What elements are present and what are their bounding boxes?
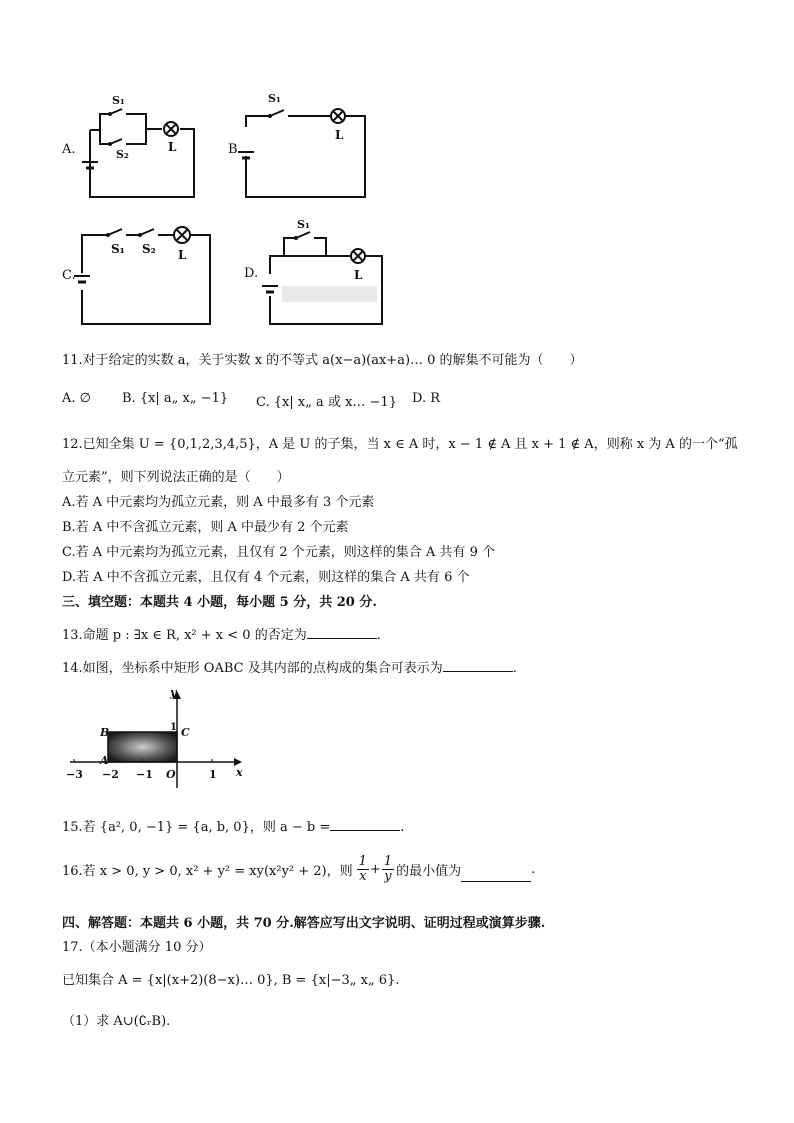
q11-option-d: D. R xyxy=(412,391,441,406)
circuit-d-s1-label: S₁ xyxy=(297,218,310,231)
y-tick-1: 1 xyxy=(170,722,177,733)
q15 xyxy=(62,816,404,835)
q16-frac1-denominator: x xyxy=(359,869,367,884)
q11-option-c: C. {x| x„ a 或 x… −1} xyxy=(256,395,397,410)
x-axis-label: x xyxy=(236,766,243,779)
circuit-c-s1-label: S₁ xyxy=(111,242,125,256)
axis-tick-neg3: −3 xyxy=(66,768,83,781)
q12-stem-line1: 12.已知全集 U = {0,1,2,3,4,5}，A 是 U 的子集，当 x ∈ A 时，x − 1 ∉ A 且 x + 1 ∉ A，则称 x 为 A 的一个“孤 xyxy=(62,437,738,452)
q17-part1: （1）求 A∪(∁ᵣB). xyxy=(62,1014,171,1029)
q12-stem-line2: 立元素”，则下列说法正确的是（ ） xyxy=(62,470,290,485)
q15-answer-blank[interactable] xyxy=(330,818,400,831)
point-a-label: A xyxy=(100,754,109,767)
point-c-label: C xyxy=(181,726,190,739)
section-4-heading: 四、解答题：本题共 6 小题，共 70 分.解答应写出文字说明、证明过程或演算步骤. xyxy=(62,916,546,931)
section-3-heading: 三、填空题：本题共 4 小题，每小题 5 分，共 20 分. xyxy=(62,595,377,610)
q11-option-b: B. {x| a„ x„ −1} xyxy=(122,391,229,406)
q13-text: 13.命题 p : ∃x ∈ R, x² + x < 0 的否定为 xyxy=(62,628,307,643)
circuit-c-lamp-label: L xyxy=(178,248,187,262)
q16-end: . xyxy=(531,862,536,877)
q14-end: . xyxy=(512,661,517,676)
q11-option-a: A. ∅ xyxy=(62,391,91,406)
q16-plus: + xyxy=(369,862,381,877)
q14-axes xyxy=(62,686,247,792)
q12-option-b: B.若 A 中不含孤立元素，则 A 中最少有 2 个元素 xyxy=(62,520,349,535)
q16-frac1-numerator: 1 xyxy=(358,854,367,869)
q12-option-d: D.若 A 中不含孤立元素，且仅有 4 个元素，则这样的集合 A 共有 6 个 xyxy=(62,570,470,585)
q16 xyxy=(62,855,535,884)
q17-header: 17.（本小题满分 10 分） xyxy=(62,940,212,955)
circuit-c-letter: C. xyxy=(62,268,76,283)
point-b-label: B xyxy=(100,726,110,739)
q16-fraction-1-over-y xyxy=(382,855,394,884)
circuit-c xyxy=(62,218,217,330)
q17-body: 已知集合 A = {x|(x+2)(8−x)… 0}, B = {x|−3„ x„ 6}. xyxy=(62,973,400,988)
circuit-a-letter: A. xyxy=(62,142,76,157)
axis-tick-neg2: −2 xyxy=(102,768,119,781)
q13-end: . xyxy=(376,628,381,643)
q16-tail: 的最小值为 xyxy=(396,864,462,879)
q14 xyxy=(62,657,517,676)
axis-tick-1: 1 xyxy=(209,768,217,781)
q14-answer-blank[interactable] xyxy=(443,659,513,672)
q16-answer-blank[interactable] xyxy=(461,869,531,882)
q13-answer-blank[interactable] xyxy=(307,626,377,639)
q14-text: 14.如图，坐标系中矩形 OABC 及其内部的点构成的集合可表示为 xyxy=(62,661,443,676)
q15-text: 15.若 {a², 0, −1} = {a, b, 0}，则 a − b = xyxy=(62,820,331,835)
q12-option-c: C.若 A 中元素均为孤立元素，且仅有 2 个元素，则这样的集合 A 共有 9 个 xyxy=(62,545,495,560)
circuit-a-s1-label: S₁ xyxy=(112,94,125,107)
q16-frac2-denominator: y xyxy=(384,869,392,884)
circuit-a-lamp-label: L xyxy=(168,140,177,154)
q13 xyxy=(62,624,381,643)
circuit-b xyxy=(228,92,373,204)
q14-coordinate-figure xyxy=(62,686,247,792)
circuit-d-letter: D. xyxy=(244,266,259,281)
circuit-b-lamp-label: L xyxy=(335,128,344,142)
circuit-a-diagram xyxy=(62,92,202,204)
circuit-b-s1-label: S₁ xyxy=(268,92,281,105)
q11-stem: 11.对于给定的实数 a，关于实数 x 的不等式 a(x−a)(ax+a)… 0 的解集不可能为（ ） xyxy=(62,353,583,368)
q16-fraction-1-over-x xyxy=(357,855,369,884)
circuit-b-diagram xyxy=(228,92,373,204)
circuit-a xyxy=(62,92,202,204)
circuit-a-s2-label: S₂ xyxy=(116,148,129,161)
circuit-c-s2-label: S₂ xyxy=(142,242,156,256)
circuit-d-diagram xyxy=(244,216,389,330)
origin-label: O xyxy=(166,768,176,781)
circuit-b-letter: B. xyxy=(228,142,242,157)
circuit-c-diagram xyxy=(62,218,217,330)
axis-tick-neg1: −1 xyxy=(136,768,153,781)
circuit-d-lamp-label: L xyxy=(354,268,363,282)
y-axis-label: y xyxy=(170,686,177,699)
q16-text: 16.若 x > 0, y > 0, x² + y² = xy(x²y² + 2)，则 xyxy=(62,864,353,879)
circuit-d xyxy=(244,216,389,330)
q16-frac2-numerator: 1 xyxy=(383,854,393,869)
q15-end: . xyxy=(400,820,405,835)
q12-option-a: A.若 A 中元素均为孤立元素，则 A 中最多有 3 个元素 xyxy=(62,495,375,510)
